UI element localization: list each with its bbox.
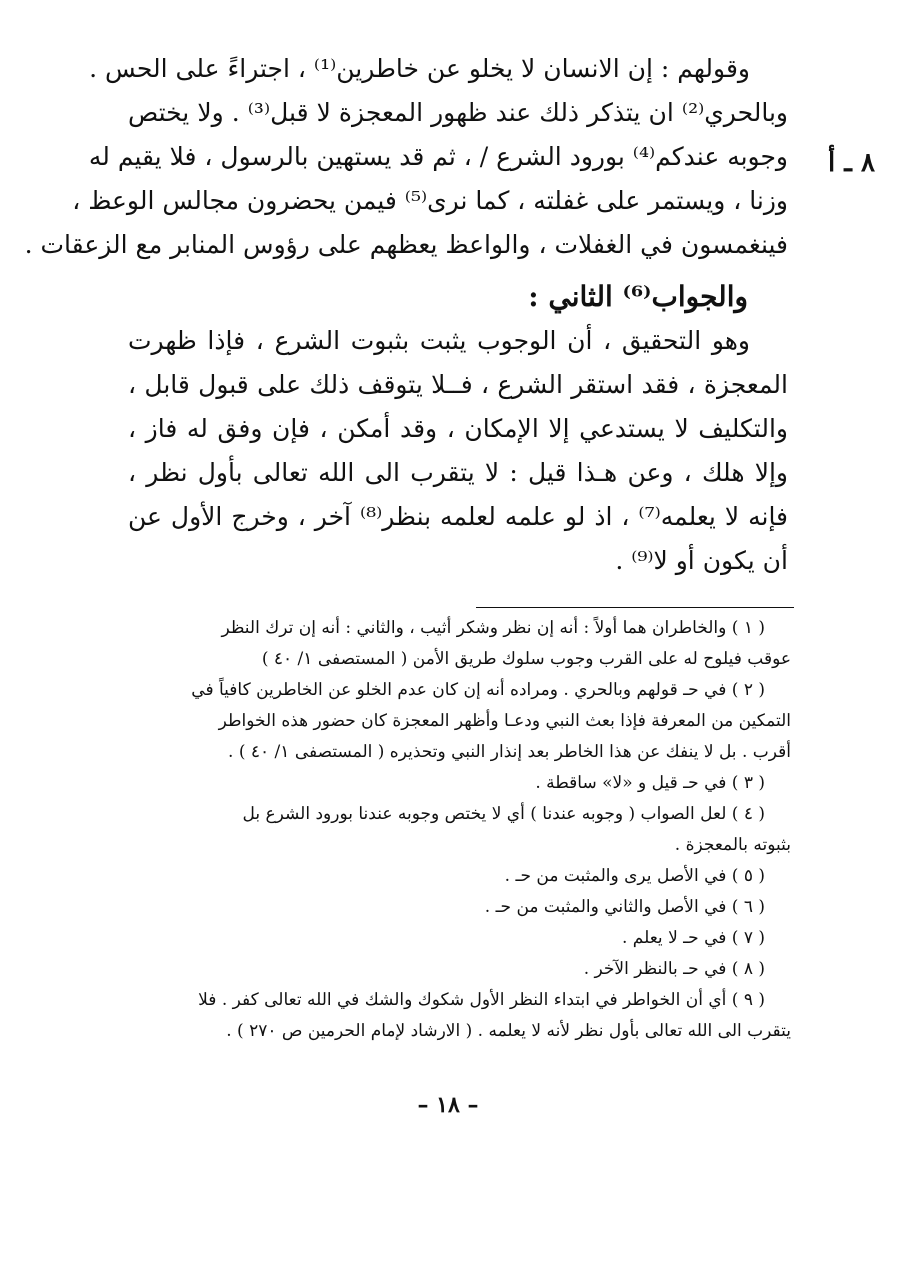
footnote-line: ( ٦ ) في الأصل والثاني والمثبت من حـ . — [484, 897, 765, 917]
body-line: والتكليف لا يستدعي إلا الإمكان ، وقد أمكن ، فإن وفق له فاز ، — [128, 414, 788, 443]
footnote-line: ( ٨ ) في حـ بالنظر الآخر . — [583, 959, 765, 979]
margin-marker: ٨ ـ أ — [828, 148, 875, 178]
footnote-line: ( ٥ ) في الأصل يرى والمثبت من حـ . — [504, 866, 765, 886]
section-heading: والجواب⁽⁶⁾ الثاني : — [528, 280, 748, 313]
footnotes — [125, 618, 791, 1052]
main-text — [24, 54, 789, 591]
body-line: وقولهم : إن الانسان لا يخلو عن خاطرين⁽¹⁾ ، اجتراءً على الحس . — [89, 54, 750, 83]
footnote-line: أقرب . بل لا ينفك عن هذا الخاطر بعد إنذار النبي وتحذيره ( المستصفى ١/ ٤٠ ) . — [228, 742, 791, 762]
footnote-line: ( ٩ ) أي أن الخواطر في ابتداء النظر الأول شكوك والشك في الله تعالى كفر . فلا — [198, 990, 765, 1010]
footnote-line: ( ٢ ) في حـ قولهم وبالحري . ومراده أنه إن كان عدم الخلو عن الخاطرين كافياً في — [191, 680, 765, 700]
body-line: المعجزة ، فقد استقر الشرع ، فــلا يتوقف ذلك على قبول قابل ، — [128, 370, 788, 399]
page-number: – ١٨ – — [417, 1092, 479, 1118]
footnote-divider — [476, 607, 794, 608]
body-line: وبالحري⁽²⁾ ان يتذكر ذلك عند ظهور المعجزة لا قبل⁽³⁾ . ولا يختص — [128, 98, 788, 127]
body-line: وإلا هلك ، وعن هـذا قيل : لا يتقرب الى الله تعالى بأول نظر ، — [128, 458, 788, 487]
body-line: وهو التحقيق ، أن الوجوب يثبت بثبوت الشرع ، فإذا ظهرت — [128, 326, 750, 355]
footnote-line: ( ٣ ) في حـ قيل و «لا» ساقطة . — [535, 773, 765, 793]
footnote-line: عوقب فيلوح له على القرب وجوب سلوك طريق الأمن ( المستصفى ١/ ٤٠ ) — [261, 649, 791, 669]
body-line: وزنا ، ويستمر على غفلته ، كما نرى⁽⁵⁾ فيمن يحضرون مجالس الوعظ ، — [72, 186, 788, 215]
footnote-line: التمكين من المعرفة فإذا بعث النبي ودعـا وأظهر المعجزة كان حضور هذه الخواطر — [218, 711, 791, 731]
body-line: أن يكون أو لا⁽⁹⁾ . — [615, 546, 788, 575]
footnote-line: ( ١ ) والخاطران هما أولاً : أنه إن نظر وشكر أثيب ، والثاني : أنه إن ترك النظر — [221, 618, 765, 638]
footnote-line: بثبوته بالمعجزة . — [674, 835, 791, 855]
footnote-line: يتقرب الى الله تعالى بأول نظر لأنه لا يعلمه . ( الارشاد لإمام الحرمين ص ٢٧٠ ) . — [226, 1021, 791, 1041]
footnote-line: ( ٧ ) في حـ لا يعلم . — [621, 928, 765, 948]
body-line: فإنه لا يعلمه⁽⁷⁾ ، اذ لو علمه لعلمه بنظر⁽⁸⁾ آخر ، وخرج الأول عن — [128, 502, 789, 531]
footnote-line: ( ٤ ) لعل الصواب ( وجوبه عندنا ) أي لا يختص وجوبه عندنا بورود الشرع بل — [242, 804, 765, 824]
body-line: فينغمسون في الغفلات ، والواعظ يعظهم على رؤوس المنابر مع الزعقات . — [24, 230, 788, 259]
body-line: وجوبه عندكم⁽⁴⁾ بورود الشرع / ، ثم قد يستهين بالرسول ، فلا يقيم له — [88, 142, 788, 171]
